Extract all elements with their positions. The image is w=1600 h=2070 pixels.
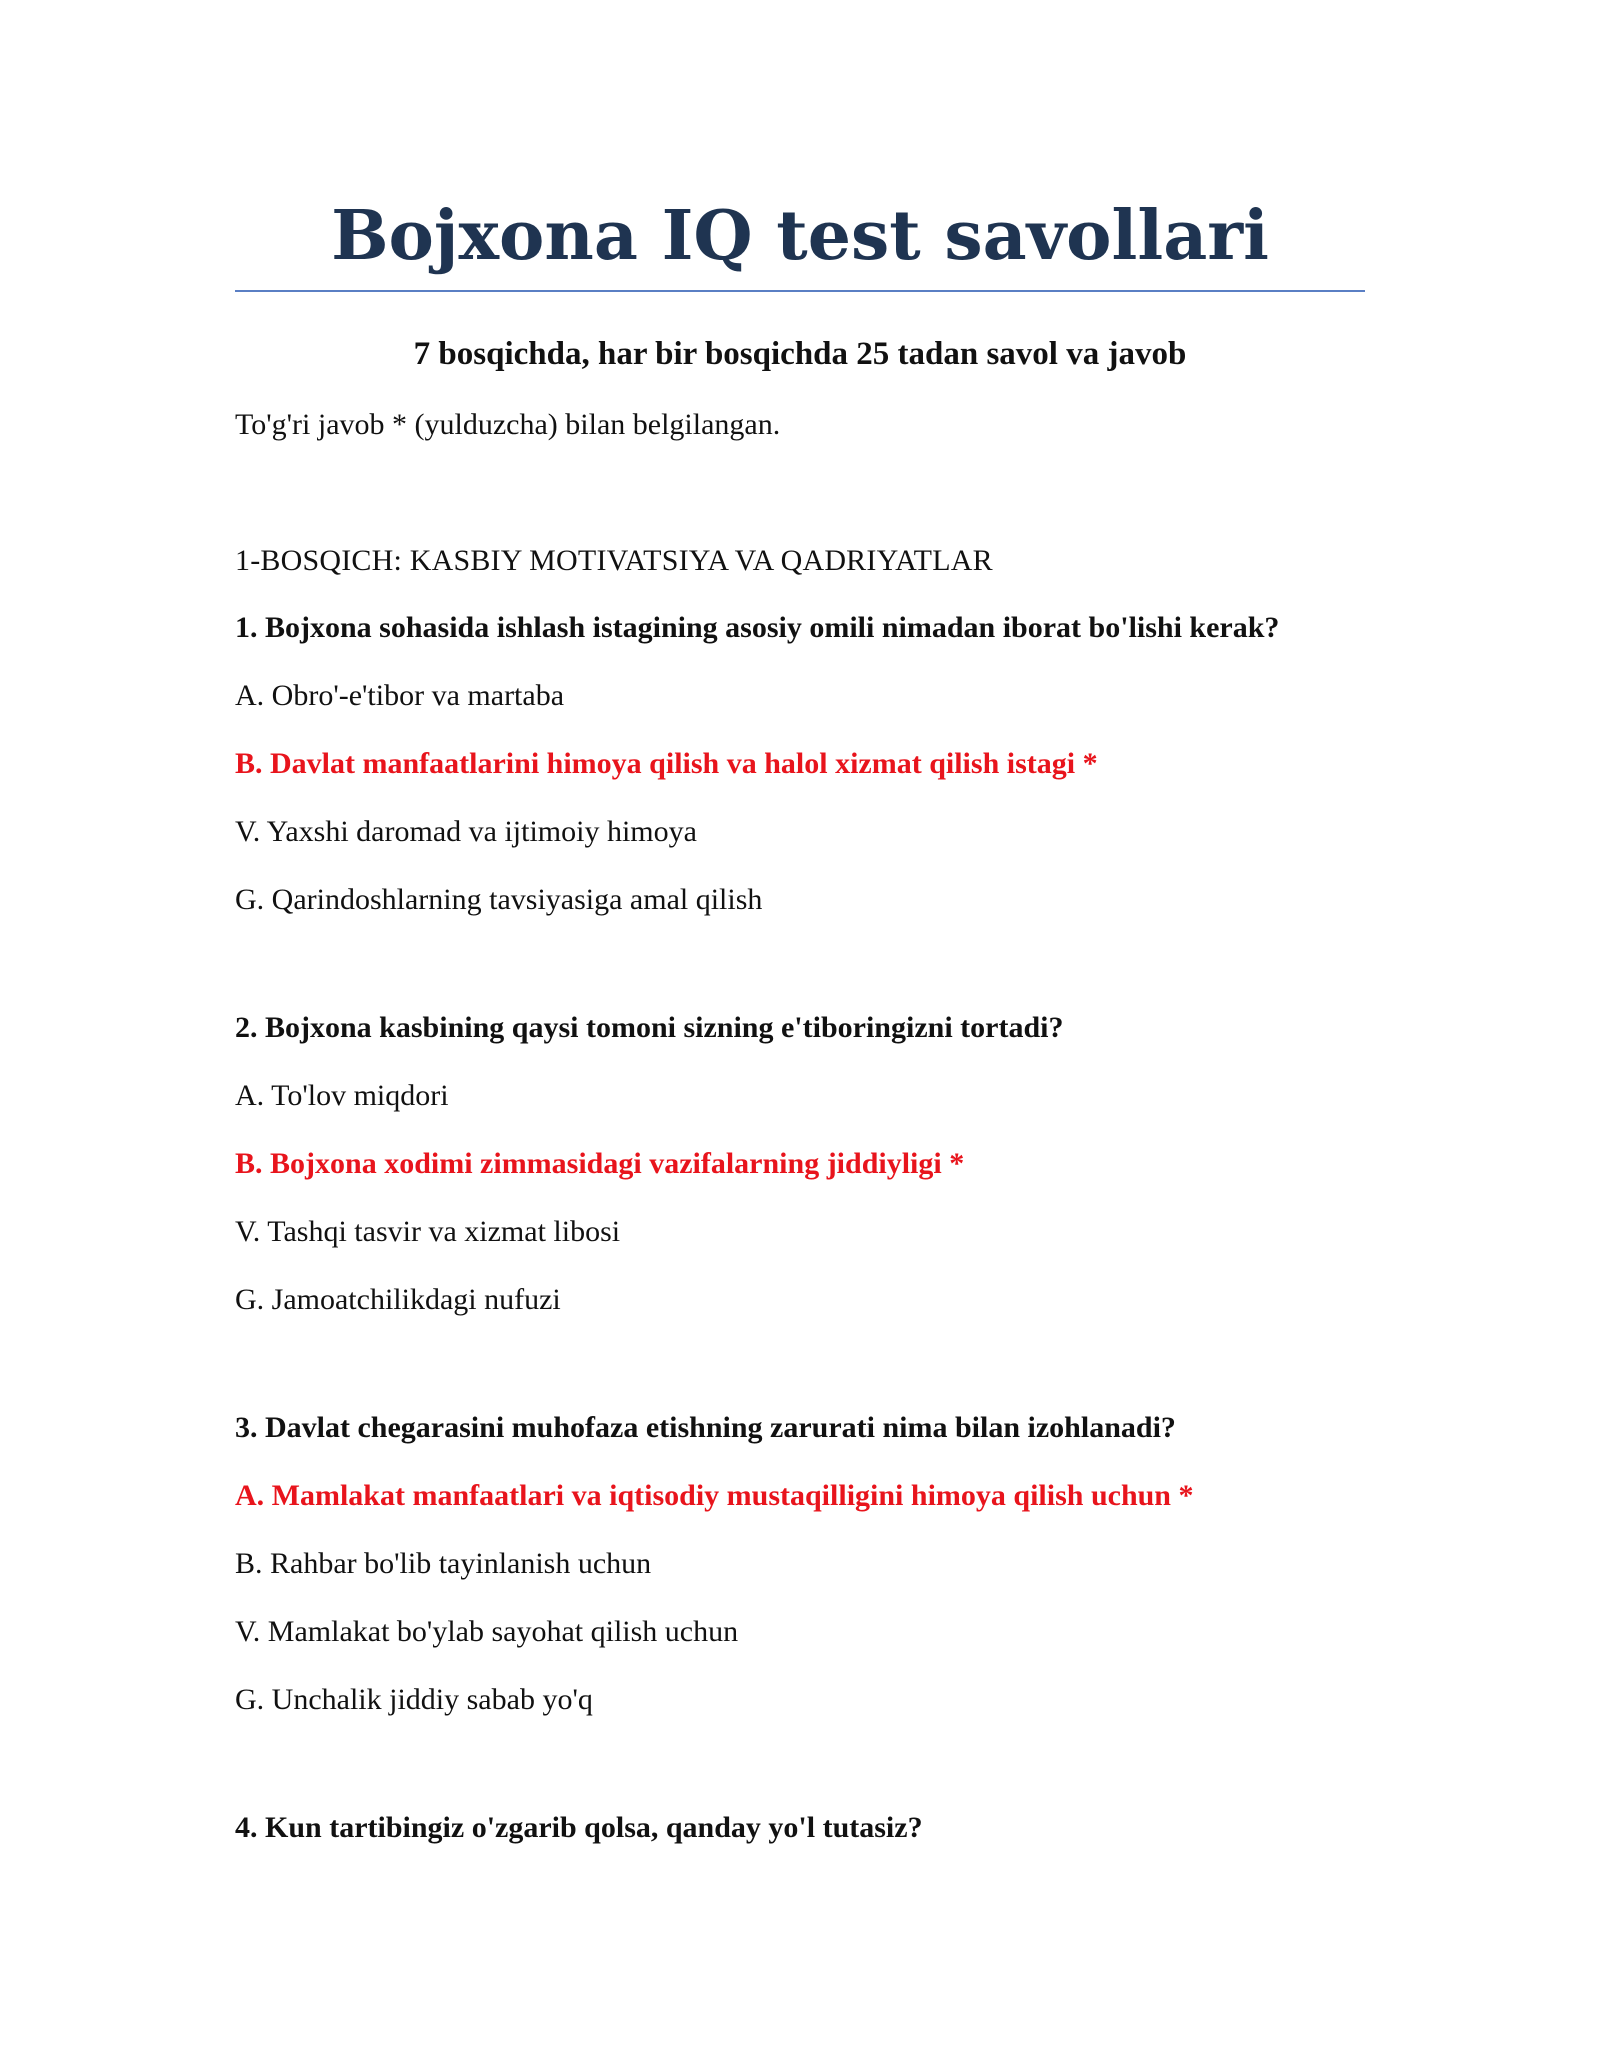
answer-option-a: A. Obro'-e'tibor va martaba (235, 679, 565, 712)
question-text: 4. Kun tartibingiz o'zgarib qolsa, qanday yo'l tutasiz? (235, 1811, 923, 1844)
question-block-4 (235, 1806, 1435, 1850)
answer-option-g: G. Unchalik jiddiy sabab yo'q (235, 1683, 593, 1716)
question-text: 3. Davlat chegarasini muhofaza etishning zarurati nima bilan izohlanadi? (235, 1411, 1176, 1444)
question-block-1 (235, 606, 1435, 946)
answer-option-v: V. Tashqi tasvir va xizmat libosi (235, 1215, 621, 1248)
question-text: 2. Bojxona kasbining qaysi tomoni sizning e'tiboringizni tortadi? (235, 1011, 1064, 1044)
answer-option-a: A. To'lov miqdori (235, 1079, 449, 1112)
title-underline (235, 290, 1365, 292)
question-block-3 (235, 1406, 1435, 1746)
question-text: 1. Bojxona sohasida ishlash istagining asosiy omili nimadan iborat bo'lishi kerak? (235, 611, 1280, 644)
answer-option-g: G. Jamoatchilikdagi nufuzi (235, 1283, 561, 1316)
answer-option-b-correct: B. Bojxona xodimi zimmasidagi vazifalarning jiddiyligi * (235, 1147, 965, 1180)
answer-option-b: B. Rahbar bo'lib tayinlanish uchun (235, 1547, 652, 1580)
answer-key-note: To'g'ri javob * (yulduzcha) bilan belgilangan. (235, 408, 781, 441)
document-subtitle: 7 bosqichda, har bir bosqichda 25 tadan savol va javob (413, 336, 1187, 372)
section-heading: 1-BOSQICH: KASBIY MOTIVATSIYA VA QADRIYATLAR (235, 544, 993, 577)
answer-option-v: V. Yaxshi daromad va ijtimoiy himoya (235, 815, 697, 848)
answer-option-a-correct: A. Mamlakat manfaatlari va iqtisodiy mustaqilligini himoya qilish uchun * (235, 1479, 1194, 1512)
document-title: Bojxona IQ test savollari (331, 196, 1269, 276)
answer-option-v: V. Mamlakat bo'ylab sayohat qilish uchun (235, 1615, 739, 1648)
answer-option-b-correct: B. Davlat manfaatlarini himoya qilish va halol xizmat qilish istagi * (235, 747, 1098, 780)
answer-option-g: G. Qarindoshlarning tavsiyasiga amal qilish (235, 883, 763, 916)
question-block-2 (235, 1006, 1435, 1346)
